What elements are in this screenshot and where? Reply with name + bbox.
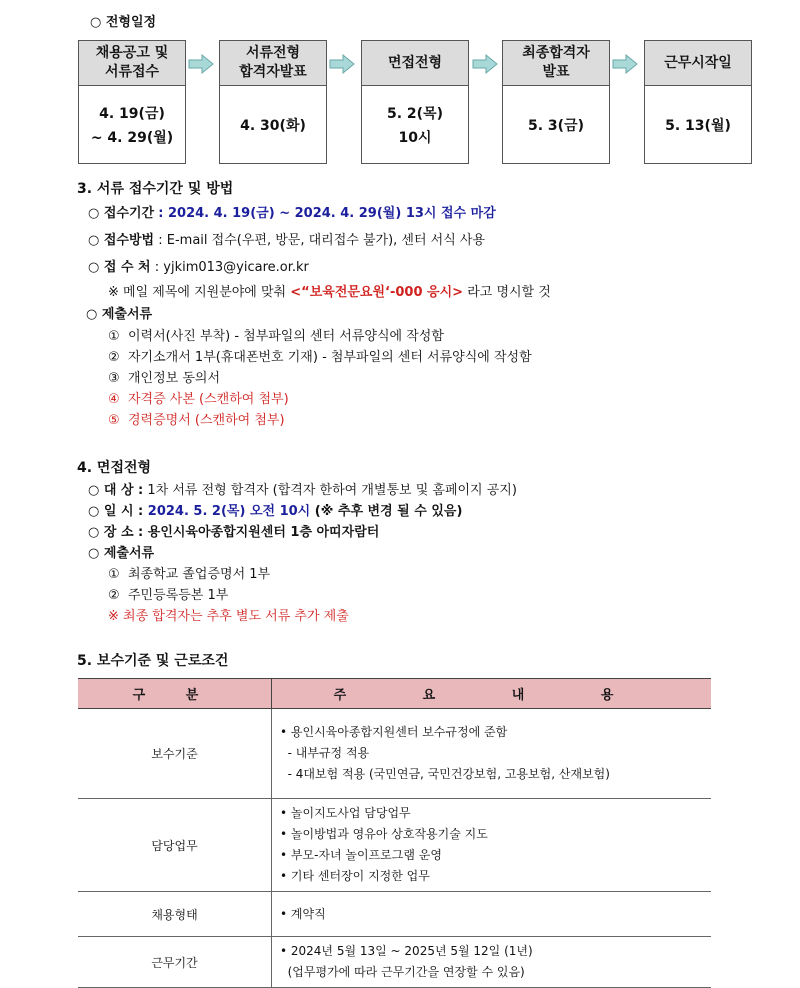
doc-number: ④ (108, 392, 120, 407)
section3-title: 3. 서류 접수기간 및 방법 (77, 181, 234, 197)
date-note: (※ 추후 변경 될 수 있음) (310, 504, 463, 519)
conditions-table (78, 678, 711, 988)
doc-number: ① (108, 329, 120, 344)
doc-text: 개인정보 동의서 (128, 371, 221, 386)
stage-date: 5. 13(월) (665, 117, 731, 134)
interview-place: ○ 장 소 : 용인시육아종합지원센터 1층 아띠자람터 (88, 525, 380, 540)
row-content (272, 709, 712, 799)
stage-title: 최종합격자 발표 (503, 41, 609, 86)
header-category: 구 분 (78, 679, 272, 709)
doc-number: ① (108, 567, 120, 582)
doc-item (108, 412, 285, 430)
doc-item (108, 349, 532, 367)
stage-date: 4. 30(화) (240, 117, 306, 134)
doc-number: ③ (108, 371, 120, 386)
doc-number: ⑤ (108, 413, 120, 428)
row-item: • 놀이지도사업 담당업무 (280, 806, 411, 820)
stage-date: 5. 3(금) (528, 117, 584, 134)
note-highlight: <“보육전문요원‘-000 응시> (290, 285, 464, 300)
target-value: 1차 서류 전형 합격자 (합격자 한하여 개별통보 및 홈페이지 공지) (143, 483, 517, 498)
stage-application (78, 40, 186, 164)
interview-note: ※ 최종 합격자는 추후 별도 서류 추가 제출 (108, 609, 349, 624)
row-item: (업무평가에 따라 근무기간을 연장할 수 있음) (280, 965, 525, 979)
period-label: ○ 접수기간 (88, 206, 155, 221)
stage-document-result (219, 40, 327, 164)
row-label: 채용형태 (78, 892, 272, 937)
stage-title: 채용공고 및 서류접수 (79, 41, 185, 86)
docs-label: ○ 제출서류 (86, 307, 153, 322)
section5-title: 5. 보수기준 및 근로조건 (77, 653, 229, 669)
row-content (272, 892, 712, 937)
arrow-right-icon (329, 54, 355, 74)
row-item: • 계약직 (280, 906, 326, 921)
row-item: • 용인시육아종합지원센터 보수규정에 준함 (280, 725, 508, 739)
doc-item (108, 587, 228, 605)
section4-title: 4. 면접전형 (77, 460, 152, 476)
method-value: : E-mail 접수(우편, 방문, 대리접수 불가), 센터 서식 사용 (158, 233, 486, 248)
stage-start-date (644, 40, 752, 164)
stage-title: 면접전형 (362, 41, 468, 86)
row-item: - 내부규정 적용 (280, 746, 370, 760)
doc-number: ② (108, 588, 120, 603)
date-row (88, 503, 462, 521)
doc-text: 최종학교 졸업증명서 1부 (128, 567, 271, 582)
note-prefix: ※ 메일 제목에 지원분야에 맞춰 (108, 285, 291, 300)
arrow-right-icon (188, 54, 214, 74)
arrow-right-icon (472, 54, 498, 74)
header-content: 주 요 내 용 (272, 679, 712, 709)
stage-date: 5. 2(목) 10시 (387, 105, 443, 146)
target-row (88, 482, 517, 500)
email-note (108, 284, 551, 302)
row-item: • 부모-자녀 놀이프로그램 운영 (280, 848, 442, 862)
place-label: ○ 접 수 처 (88, 260, 151, 275)
period-row (88, 205, 496, 223)
doc-text: 자기소개서 1부(휴대폰번호 기재) - 첨부파일의 센터 서류양식에 작성함 (128, 350, 532, 365)
target-label: ○ 대 상 : (88, 483, 144, 498)
arrow-right-icon (612, 54, 638, 74)
doc-number: ② (108, 350, 120, 365)
row-item: • 2024년 5월 13일 ~ 2025년 5월 12일 (1년) (280, 944, 533, 958)
schedule-flow (78, 40, 738, 166)
method-label: ○ 접수방법 (88, 233, 155, 248)
doc-text: 이력서(사진 부착) - 첨부파일의 센터 서류양식에 작성함 (128, 329, 444, 344)
doc-text: 경력증명서 (스캔하여 첨부) (128, 413, 285, 428)
email-link[interactable]: : yjkim013@yicare.or.kr (154, 260, 309, 275)
row-item: - 4대보험 적용 (국민연금, 국민건강보험, 고용보험, 산재보험) (280, 767, 610, 781)
table-row (78, 799, 711, 892)
row-label: 근무기간 (78, 937, 272, 988)
table-header-row (78, 679, 711, 709)
row-label: 보수기준 (78, 709, 272, 799)
method-row (88, 232, 485, 250)
table-row (78, 937, 711, 988)
doc-item (108, 391, 289, 409)
table-row (78, 892, 711, 937)
row-content (272, 937, 712, 988)
row-label: 담당업무 (78, 799, 272, 892)
row-item: • 놀이방법과 영유아 상호작용기술 지도 (280, 827, 488, 841)
table-row (78, 709, 711, 799)
doc-item (108, 566, 270, 584)
row-content (272, 799, 712, 892)
date-value: 2024. 5. 2(목) 오전 10시 (143, 504, 311, 519)
doc-item (108, 370, 220, 388)
stage-date: 4. 19(금) ~ 4. 29(월) (90, 105, 174, 146)
period-value: : 2024. 4. 19(금) ~ 2024. 4. 29(월) 13시 접수 마감 (158, 206, 496, 221)
note-suffix: 라고 명시할 것 (463, 285, 551, 300)
stage-interview (361, 40, 469, 164)
stage-final-result (502, 40, 610, 164)
stage-title: 서류전형 합격자발표 (220, 41, 326, 86)
doc-item (108, 328, 444, 346)
interview-docs-label: ○ 제출서류 (88, 546, 155, 561)
date-label: ○ 일 시 : (88, 504, 144, 519)
stage-title: 근무시작일 (645, 41, 751, 86)
schedule-heading: ○ 전형일정 (90, 15, 157, 30)
doc-text: 주민등록등본 1부 (128, 588, 229, 603)
doc-text: 자격증 사본 (스캔하여 첨부) (128, 392, 289, 407)
place-row (88, 259, 309, 277)
row-item: • 기타 센터장이 지정한 업무 (280, 869, 430, 883)
